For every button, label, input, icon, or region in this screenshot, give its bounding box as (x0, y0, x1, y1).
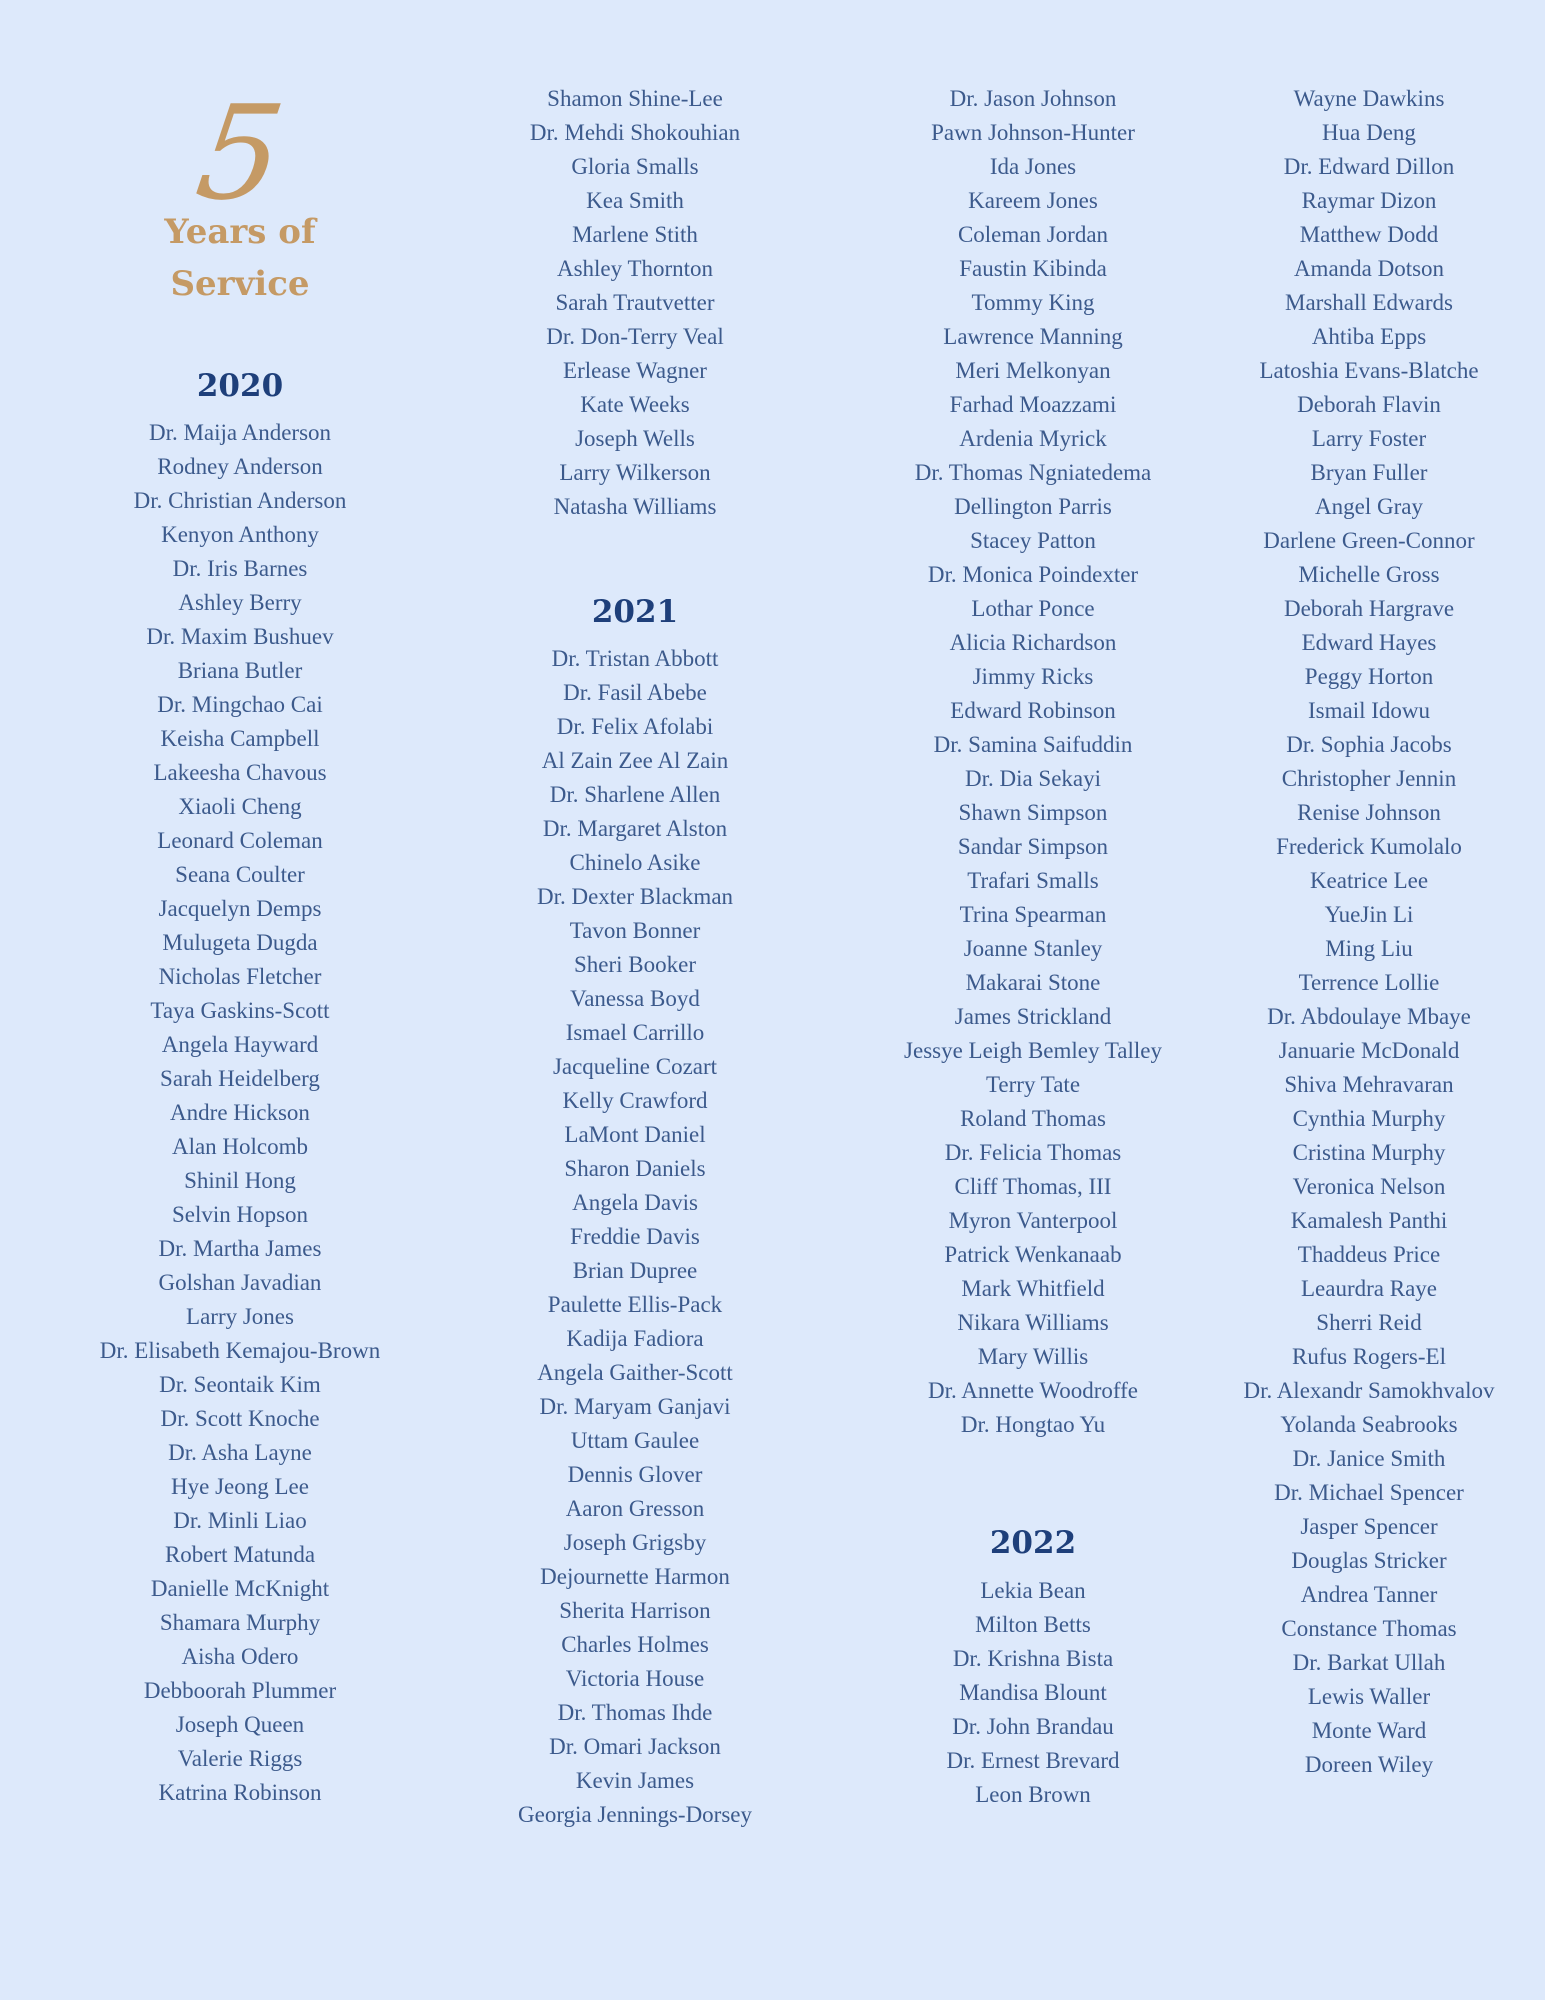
honoree-name: Dr. Barkat Ullah (1292, 1650, 1446, 1675)
honoree-name: Golshan Javadian (158, 1270, 322, 1295)
honoree-name: Dr. Janice Smith (1292, 1446, 1446, 1471)
honoree-name: Sherita Harrison (559, 1598, 711, 1623)
honoree-name: Dr. Hongtao Yu (960, 1412, 1106, 1437)
honoree-name: Sarah Heidelberg (160, 1066, 320, 1091)
honoree-name: Darlene Green-Connor (1263, 528, 1475, 553)
honoree-name: Bryan Fuller (1310, 460, 1428, 485)
honoree-name: Seana Coulter (175, 862, 305, 887)
honoree-name: Dr. Scott Knoche (160, 1406, 320, 1431)
title-line-1: Years of (164, 212, 316, 252)
honoree-name: Dr. Felicia Thomas (944, 1140, 1122, 1165)
honoree-name: Thaddeus Price (1297, 1242, 1441, 1267)
honoree-name: Joseph Wells (575, 426, 695, 451)
honoree-name: Terrence Lollie (1298, 970, 1440, 995)
honoree-name: Dr. Mingchao Cai (157, 692, 323, 717)
honoree-name: Shiva Mehravaran (1284, 1072, 1454, 1097)
honoree-name: Vanessa Boyd (570, 986, 700, 1011)
honoree-name: Dr. Felix Afolabi (556, 714, 714, 739)
honoree-name: Kareem Jones (968, 188, 1098, 213)
honoree-name: Brian Dupree (572, 1258, 698, 1283)
honoree-name: Tavon Bonner (569, 918, 701, 943)
honoree-name: Dr. Thomas Ihde (557, 1700, 713, 1725)
honoree-name: Dr. Maija Anderson (148, 420, 332, 445)
honoree-name: Lewis Waller (1307, 1684, 1431, 1709)
honoree-name: Dellington Parris (954, 494, 1112, 519)
name-list-2020-a (60, 416, 420, 1810)
honoree-name: Kea Smith (586, 188, 684, 213)
honoree-name: Dr. Sharlene Allen (549, 782, 721, 807)
honoree-name: Dr. Asha Layne (168, 1440, 312, 1465)
honoree-name: Dr. Jason Johnson (949, 86, 1117, 111)
honoree-name: Dr. Dexter Blackman (536, 884, 734, 909)
honoree-name: YueJin Li (1324, 902, 1414, 927)
honoree-name: Dr. Mehdi Shokouhian (529, 120, 741, 145)
honoree-name: Andrea Tanner (1300, 1582, 1438, 1607)
honoree-name: Angela Davis (572, 1190, 698, 1215)
name-list-2022-b (1189, 82, 1545, 1782)
honoree-name: Amanda Dotson (1293, 256, 1445, 281)
honoree-name: Paulette Ellis-Pack (547, 1292, 723, 1317)
honoree-name: Deborah Hargrave (1283, 596, 1455, 621)
honoree-name: Roland Thomas (960, 1106, 1106, 1131)
honoree-name: Dr. Seontaik Kim (159, 1372, 321, 1397)
honoree-name: Charles Holmes (561, 1632, 709, 1657)
name-list-2022-a (853, 1574, 1213, 1812)
honoree-name: Mulugeta Dugda (162, 930, 318, 955)
honoree-name: Meri Melkonyan (955, 358, 1111, 383)
honoree-name: Christopher Jennin (1281, 766, 1457, 791)
honoree-name: Uttam Gaulee (570, 1428, 700, 1453)
year-heading-2022: 2022 (989, 1525, 1077, 1561)
honoree-name: Sheri Booker (573, 952, 696, 977)
honoree-name: Georgia Jennings-Dorsey (518, 1802, 752, 1827)
honoree-name: Gloria Smalls (571, 154, 699, 179)
honoree-name: Ashley Berry (178, 590, 302, 615)
honoree-name: Cristina Murphy (1292, 1140, 1446, 1165)
honoree-name: Larry Jones (186, 1304, 294, 1329)
honoree-name: Dr. Iris Barnes (172, 556, 308, 581)
honoree-name: Dejournette Harmon (540, 1564, 730, 1589)
honoree-name: Renise Johnson (1297, 800, 1441, 825)
honoree-name: Victoria House (565, 1666, 705, 1691)
honoree-name: Sandar Simpson (957, 834, 1109, 859)
honoree-name: Selvin Hopson (171, 1202, 309, 1227)
honoree-name: Lakeesha Chavous (153, 760, 327, 785)
honoree-name: Januarie McDonald (1278, 1038, 1460, 1063)
honoree-name: Lekia Bean (980, 1578, 1086, 1603)
honoree-name: Dr. Fasil Abebe (563, 680, 707, 705)
honoree-name: Dr. Martha James (158, 1236, 322, 1261)
honoree-name: Alicia Richardson (949, 630, 1117, 655)
honoree-name: Marshall Edwards (1285, 290, 1453, 315)
honoree-name: Trina Spearman (959, 902, 1107, 927)
honoree-name: Dr. Michael Spencer (1274, 1480, 1464, 1505)
honoree-name: Sherri Reid (1316, 1310, 1422, 1335)
honoree-name: Dr. Maryam Ganjavi (539, 1394, 731, 1419)
honoree-name: Kenyon Anthony (161, 522, 319, 547)
honoree-name: Ardenia Myrick (959, 426, 1107, 451)
honoree-name: Rodney Anderson (157, 454, 323, 479)
honoree-name: Pawn Johnson-Hunter (931, 120, 1135, 145)
honoree-name: Sarah Trautvetter (555, 290, 715, 315)
honoree-name: Nicholas Fletcher (158, 964, 322, 989)
honoree-name: Cynthia Murphy (1292, 1106, 1446, 1131)
honoree-name: Danielle McKnight (150, 1576, 330, 1601)
honoree-name: Edward Robinson (950, 698, 1116, 723)
honoree-name: Dr. Tristan Abbott (551, 646, 719, 671)
honoree-name: Kate Weeks (580, 392, 690, 417)
name-list-2020-b (455, 82, 815, 524)
honoree-name: Latoshia Evans-Blatche (1259, 358, 1479, 383)
honoree-name: Milton Betts (975, 1612, 1091, 1637)
honoree-name: Frederick Kumolalo (1276, 834, 1462, 859)
honoree-name: Dr. Margaret Alston (542, 816, 728, 841)
honoree-name: Aaron Gresson (565, 1496, 705, 1521)
honoree-name: Farhad Moazzami (949, 392, 1117, 417)
honoree-name: Myron Vanterpool (948, 1208, 1118, 1233)
honoree-name: Aisha Odero (181, 1644, 299, 1669)
honoree-name: Wayne Dawkins (1293, 86, 1445, 111)
honoree-name: Al Zain Zee Al Zain (541, 748, 729, 773)
honoree-name: Erlease Wagner (563, 358, 707, 383)
honoree-name: Joseph Queen (175, 1712, 305, 1737)
honoree-name: Chinelo Asike (569, 850, 701, 875)
honoree-name: Larry Wilkerson (559, 460, 711, 485)
honoree-name: Veronica Nelson (1292, 1174, 1446, 1199)
honoree-name: Dr. Dia Sekayi (964, 766, 1102, 791)
honoree-name: Jessye Leigh Bemley Talley (904, 1038, 1162, 1063)
honoree-name: Ida Jones (989, 154, 1077, 179)
honoree-name: Coleman Jordan (957, 222, 1109, 247)
honoree-name: Kelly Crawford (562, 1088, 708, 1113)
honoree-name: Tommy King (971, 290, 1095, 315)
honoree-name: Deborah Flavin (1297, 392, 1441, 417)
honoree-name: Dr. Samina Saifuddin (933, 732, 1133, 757)
honoree-name: Angel Gray (1315, 494, 1423, 519)
honoree-name: Dr. Sophia Jacobs (1286, 732, 1452, 757)
honoree-name: Shawn Simpson (958, 800, 1108, 825)
honoree-name: Dr. John Brandau (952, 1714, 1114, 1739)
honoree-name: Valerie Riggs (177, 1746, 303, 1771)
honoree-name: Joseph Grigsby (563, 1530, 707, 1555)
honoree-name: Angela Hayward (161, 1032, 319, 1057)
honoree-name: Nikara Williams (957, 1310, 1109, 1335)
honoree-name: LaMont Daniel (564, 1122, 706, 1147)
honoree-name: Alan Holcomb (171, 1134, 309, 1159)
honoree-name: Angela Gaither-Scott (537, 1360, 733, 1385)
five-numeral: 5 (187, 77, 293, 229)
honoree-name: Matthew Dodd (1299, 222, 1439, 247)
honoree-name: Leonard Coleman (157, 828, 323, 853)
honoree-name: Stacey Patton (970, 528, 1096, 553)
honoree-name: Lothar Ponce (971, 596, 1095, 621)
name-list-2021-a (455, 642, 815, 1832)
honoree-name: Shamara Murphy (159, 1610, 321, 1635)
honoree-name: Larry Foster (1311, 426, 1427, 451)
honoree-name: Dr. Krishna Bista (952, 1646, 1114, 1671)
honoree-name: Robert Matunda (164, 1542, 316, 1567)
honoree-name: Trafari Smalls (967, 868, 1099, 893)
honoree-name: Hye Jeong Lee (171, 1474, 309, 1499)
honoree-name: Ahtiba Epps (1311, 324, 1427, 349)
honoree-name: Shinil Hong (184, 1168, 296, 1193)
honoree-name: Lawrence Manning (943, 324, 1123, 349)
honoree-name: Rufus Rogers-El (1292, 1344, 1446, 1369)
honoree-name: Ashley Thornton (556, 256, 714, 281)
honoree-name: Faustin Kibinda (959, 256, 1107, 281)
title-line-2: Service (170, 264, 310, 304)
honoree-name: Dr. Alexandr Samokhvalov (1243, 1378, 1495, 1403)
honoree-name: Peggy Horton (1304, 664, 1434, 689)
honoree-name: Mary Willis (977, 1344, 1089, 1369)
honoree-name: Raymar Dizon (1301, 188, 1437, 213)
honoree-name: Terry Tate (985, 1072, 1081, 1097)
honoree-name: Yolanda Seabrooks (1280, 1412, 1458, 1437)
honoree-name: Monte Ward (1311, 1718, 1427, 1743)
honoree-name: Makarai Stone (965, 970, 1101, 995)
honoree-name: Kevin James (575, 1768, 695, 1793)
honoree-name: Dr. Omari Jackson (549, 1734, 721, 1759)
honoree-name: Dennis Glover (567, 1462, 703, 1487)
honoree-name: Marlene Stith (572, 222, 698, 247)
honoree-name: Debboorah Plummer (143, 1678, 337, 1703)
honoree-name: Joanne Stanley (963, 936, 1103, 961)
honoree-name: Mark Whitfield (961, 1276, 1105, 1301)
honoree-name: Edward Hayes (1301, 630, 1437, 655)
honoree-name: Katrina Robinson (158, 1780, 322, 1805)
honoree-name: Taya Gaskins-Scott (150, 998, 330, 1023)
honoree-name: Dr. Thomas Ngniatedema (914, 460, 1152, 485)
honoree-name: Dr. Ernest Brevard (946, 1748, 1120, 1773)
honoree-name: Keatrice Lee (1309, 868, 1429, 893)
name-list-2021-b (853, 82, 1213, 1442)
year-heading-2020: 2020 (196, 368, 284, 404)
honoree-name: Leaurdra Raye (1300, 1276, 1437, 1301)
honoree-name: Jacquelyn Demps (158, 896, 322, 921)
honoree-name: Jacqueline Cozart (552, 1054, 718, 1079)
honoree-name: Briana Butler (177, 658, 303, 683)
honoree-name: Jimmy Ricks (972, 664, 1094, 689)
honoree-name: Constance Thomas (1281, 1616, 1457, 1641)
honoree-name: Jasper Spencer (1300, 1514, 1438, 1539)
honoree-name: Dr. Don-Terry Veal (546, 324, 724, 349)
honoree-name: Dr. Elisabeth Kemajou-Brown (99, 1338, 381, 1363)
page-title (60, 206, 420, 310)
honoree-name: Michelle Gross (1298, 562, 1440, 587)
honoree-name: Cliff Thomas, III (954, 1174, 1112, 1199)
honoree-name: James Strickland (954, 1004, 1112, 1029)
honoree-name: Douglas Stricker (1291, 1548, 1447, 1573)
honoree-name: Dr. Christian Anderson (133, 488, 347, 513)
honoree-name: Kadija Fadiora (566, 1326, 704, 1351)
honoree-name: Natasha Williams (553, 494, 717, 519)
honoree-name: Ming Liu (1325, 936, 1413, 961)
honoree-name: Dr. Edward Dillon (1283, 154, 1455, 179)
honoree-name: Kamalesh Panthi (1290, 1208, 1448, 1233)
honoree-name: Dr. Monica Poindexter (927, 562, 1139, 587)
honoree-name: Dr. Annette Woodroffe (927, 1378, 1138, 1403)
honoree-name: Dr. Minli Liao (173, 1508, 307, 1533)
honoree-name: Dr. Abdoulaye Mbaye (1267, 1004, 1471, 1029)
honoree-name: Dr. Maxim Bushuev (146, 624, 334, 649)
honoree-name: Patrick Wenkanaab (944, 1242, 1122, 1267)
honoree-name: Ismael Carrillo (565, 1020, 705, 1045)
honoree-name: Xiaoli Cheng (178, 794, 302, 819)
honoree-name: Mandisa Blount (959, 1680, 1107, 1705)
honoree-name: Hua Deng (1322, 120, 1416, 145)
honoree-name: Ismail Idowu (1307, 698, 1430, 723)
honoree-name: Andre Hickson (170, 1100, 310, 1125)
honoree-name: Freddie Davis (570, 1224, 700, 1249)
honoree-name: Doreen Wiley (1304, 1752, 1434, 1777)
honoree-name: Sharon Daniels (564, 1156, 706, 1181)
honoree-name: Leon Brown (975, 1782, 1091, 1807)
honoree-name: Keisha Campbell (160, 726, 320, 751)
honoree-name: Shamon Shine-Lee (547, 86, 723, 111)
year-heading-2021: 2021 (591, 594, 679, 630)
